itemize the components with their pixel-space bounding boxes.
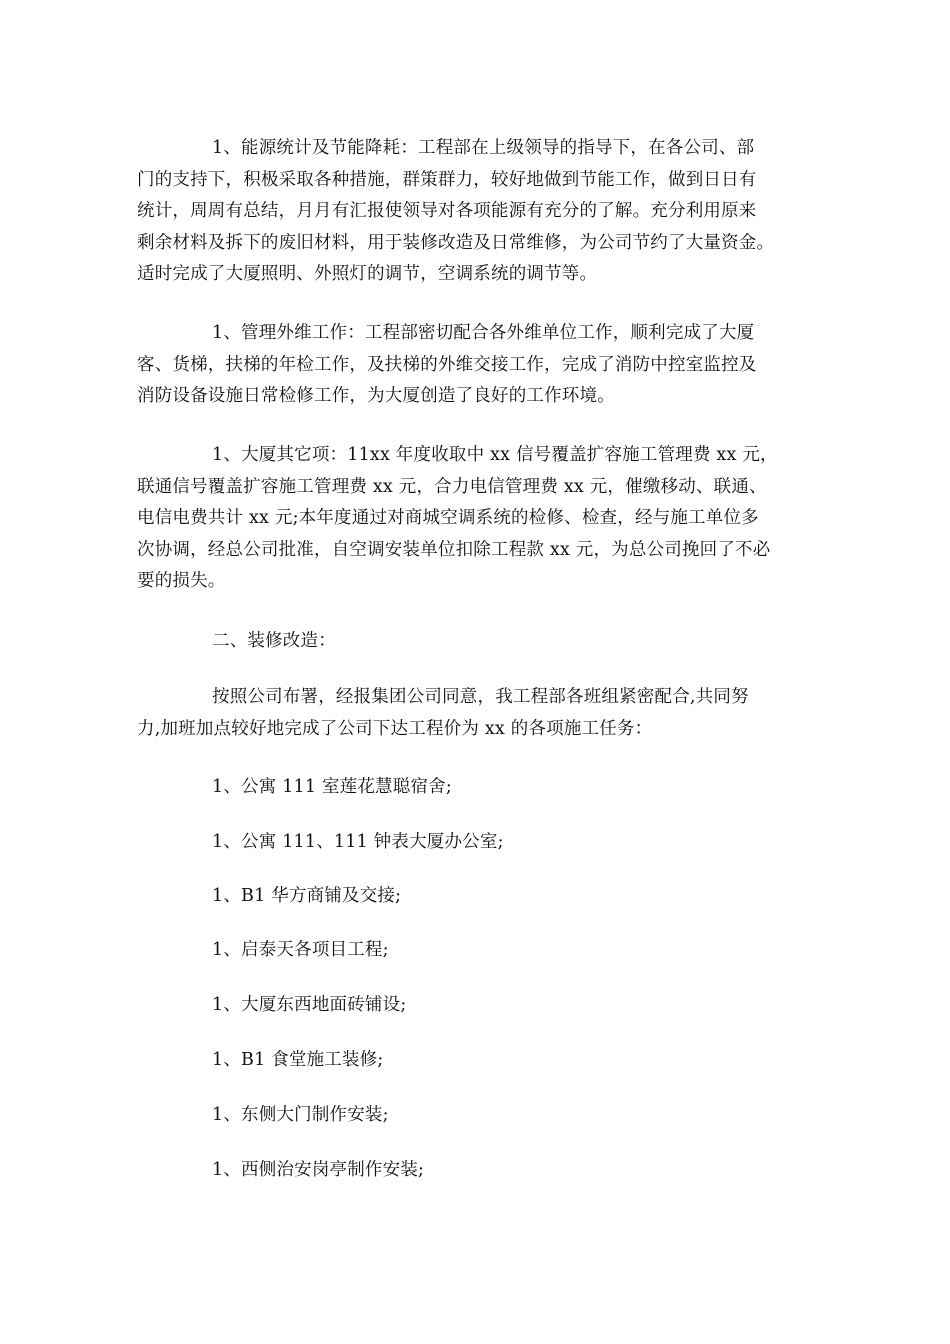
paragraph-line: 消防设备设施日常检修工作，为大厦创造了良好的工作环境。 — [137, 386, 615, 406]
list-item — [137, 1100, 827, 1132]
list-item-text: 1、东侧大门制作安装; — [212, 1105, 389, 1125]
paragraph-line: 电信电费共计 xx 元;本年度通过对商城空调系统的检修、检查，经与施工单位多 — [137, 508, 759, 528]
list-item-text: 1、西侧治安岗亭制作安装; — [212, 1160, 425, 1180]
paragraph-line: 要的损失。 — [137, 571, 226, 591]
list-item-text: 1、公寓 111 室莲花慧聪宿舍; — [212, 777, 452, 797]
paragraph-line: 1、大厦其它项：11xx 年度收取中 xx 信号覆盖扩容施工管理费 xx 元， — [212, 445, 778, 465]
paragraph-line: 客、货梯，扶梯的年检工作，及扶梯的外维交接工作，完成了消防中控室监控及 — [137, 354, 757, 375]
list-item-text: 1、大厦东西地面砖铺设; — [212, 995, 407, 1015]
paragraph-line: 门的支持下，积极采取各种措施，群策群力，较好地做到节能工作，做到日日有 — [137, 169, 757, 190]
paragraph-line: 次协调，经总公司批准，自空调安装单位扣除工程款 xx 元，为总公司挽回了不必 — [137, 539, 771, 560]
paragraph-energy-statistics — [137, 133, 827, 291]
list-item — [137, 772, 827, 804]
paragraph-line: 1、管理外维工作：工程部密切配合各外维单位工作，顺利完成了大厦 — [212, 323, 755, 343]
list-item — [137, 1155, 827, 1187]
paragraph-line: 适时完成了大厦照明、外照灯的调节，空调系统的调节等。 — [137, 264, 598, 284]
paragraph-line: 1、能源统计及节能降耗：工程部在上级领导的指导下，在各公司、部 — [212, 138, 755, 158]
section-heading-renovation — [137, 626, 827, 658]
section-heading: 二、装修改造： — [212, 631, 336, 651]
paragraph-renovation-intro — [137, 682, 827, 745]
list-item — [137, 827, 827, 859]
paragraph-line: 力,加班加点较好地完成了公司下达工程价为 xx 的各项施工任务： — [137, 718, 653, 739]
paragraph-line: 联通信号覆盖扩容施工管理费 xx 元，合力电信管理费 xx 元，催缴移动、联通、 — [137, 476, 767, 497]
list-item — [137, 935, 827, 967]
list-item-text: 1、B1 华方商铺及交接; — [212, 886, 402, 906]
paragraph-line: 剩余材料及拆下的废旧材料，用于装修改造及日常维修，为公司节约了大量资金。 — [137, 232, 775, 253]
list-item-text: 1、启泰天各项目工程; — [212, 940, 389, 960]
list-item-text: 1、B1 食堂施工装修; — [212, 1050, 384, 1070]
paragraph-line: 按照公司布署，经报集团公司同意，我工程部各班组紧密配合,共同努 — [212, 687, 749, 707]
list-item — [137, 990, 827, 1022]
list-item — [137, 881, 827, 913]
paragraph-other-items — [137, 440, 827, 598]
list-item — [137, 1045, 827, 1077]
paragraph-line: 统计，周周有总结，月月有汇报使领导对各项能源有充分的了解。充分利用原来 — [137, 201, 757, 221]
paragraph-external-maintenance — [137, 318, 827, 413]
list-item-text: 1、公寓 111、111 钟表大厦办公室; — [212, 832, 504, 852]
